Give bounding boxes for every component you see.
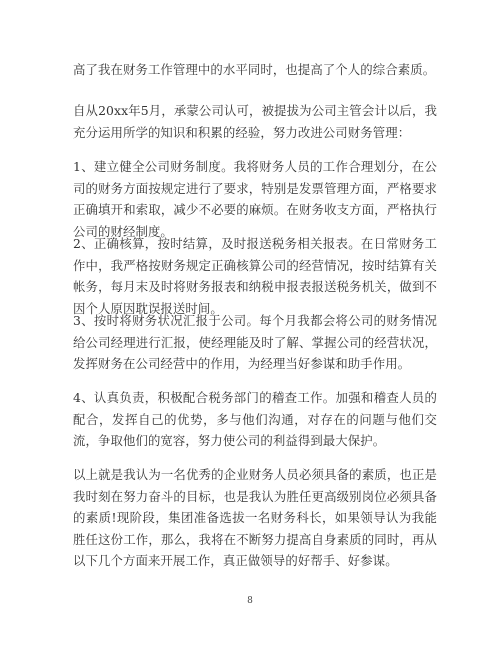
paragraph-conclusion: 以上就是我认为一名优秀的企业财务人员必须具备的素质，也正是我时刻在努力奋斗的目标，也是我认为胜任更高级别岗位必须具备的素质!现阶段，集团准备选拔一名财务科长，如果领导认为我能胜任这份工作，那么，我将在不断努力提高自身素质的同时，再从以下几个方面来开展工作，真正做领导的好帮手、好参谋。 [73,467,437,568]
paragraph-continuation: 高了我在财务工作管理中的水平同时，也提高了个人的综合素质。 [73,62,436,77]
paragraph-intro: 自从20xx年5月，承蒙公司认可，被提拔为公司主管会计以后，我充分运用所学的知识和积累的经验，努力改进公司财务管理： [73,103,437,140]
paragraph-item-2: 2、正确核算，按时结算，及时报送税务相关报表。在日常财务工作中，我严格按财务规定正确核算公司的经营情况，按时结算有关帐务，每月末及时将财务报表和纳税申报表报送税务机关，做到不因个人原因耽误报送时间。 [73,236,437,316]
paragraph-item-4: 4、认真负责，积极配合税务部门的稽查工作。加强和稽查人员的配合，发挥自己的优势，多与他们沟通，对存在的问题与他们交流，争取他们的宽容，努力使公司的利益得到最大保护。 [73,390,437,448]
page-number: 8 [247,596,253,606]
paragraph-item-3: 3、按时将财务状况汇报于公司。每个月我都会将公司的财务情况给公司经理进行汇报，使经理能及时了解、掌握公司的经营状况，发挥财务在公司经营中的作用，为经理当好参谋和助手作用。 [73,313,437,371]
paragraph-item-1: 1、建立健全公司财务制度。我将财务人员的工作合理划分，在公司的财务方面按规定进行了要求，特别是发票管理方面，严格要求正确填开和索取，减少不必要的麻烦。在财务收支方面，严格执行公司的财经制度。 [73,159,437,239]
